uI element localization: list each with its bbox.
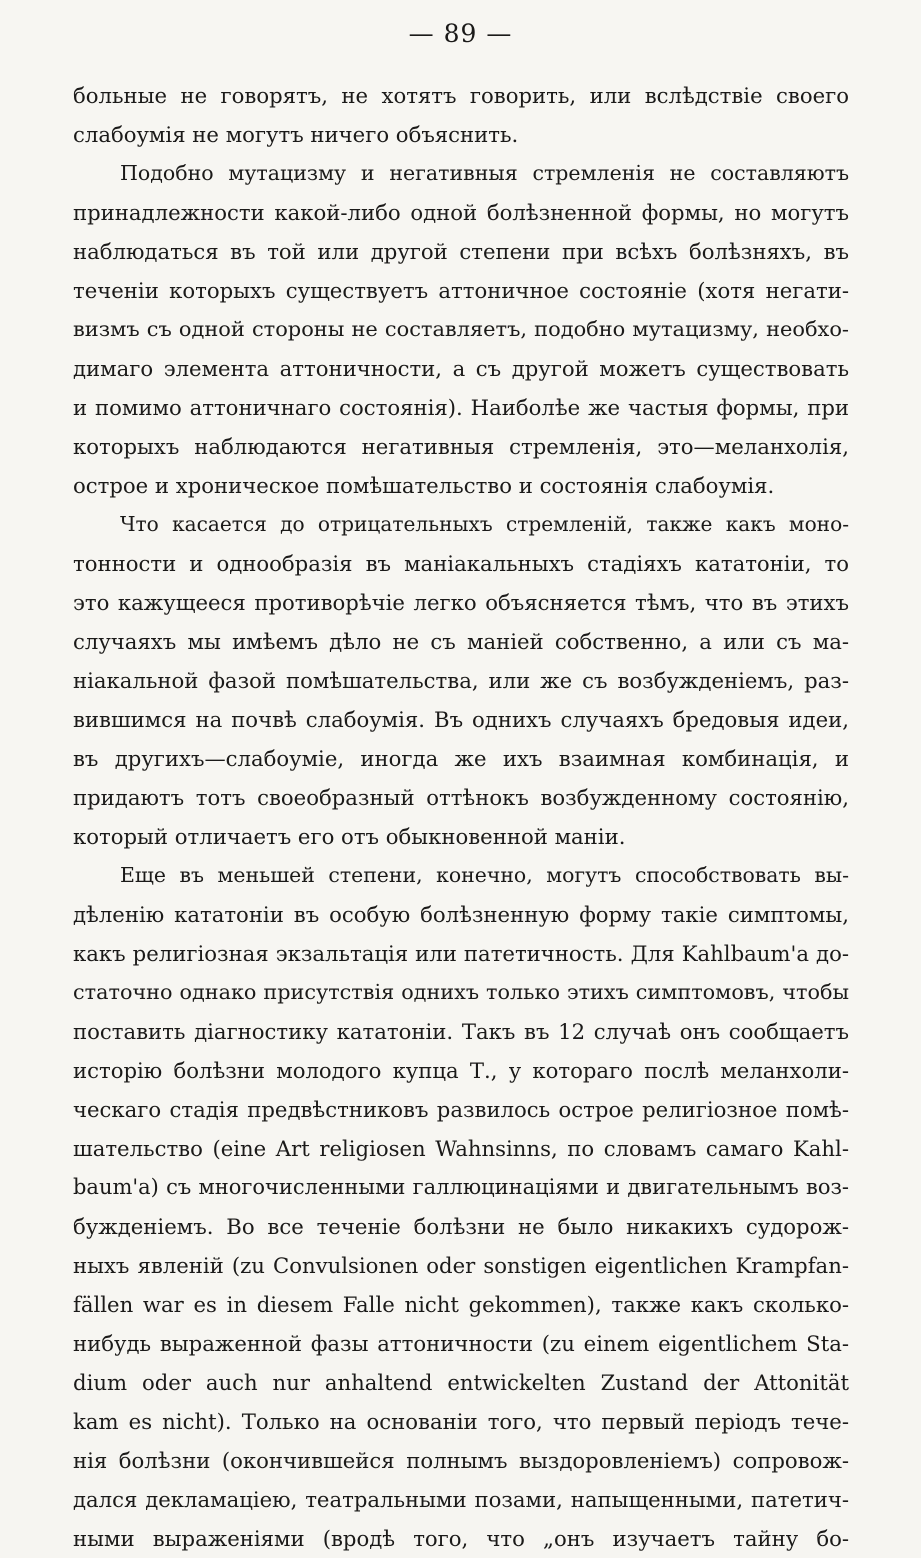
text-line: Подобно мутацизму и негативныя стремленія не составляютъ xyxy=(120,161,849,185)
text-line: въ другихъ—слабоуміе, иногда же ихъ взаимная комбинація, и xyxy=(73,746,849,771)
text-line: острое и хроническое помѣшательство и состоянія слабоумія. xyxy=(73,473,775,498)
text-line: Еще въ меньшей степени, конечно, могутъ способствовать вы- xyxy=(120,863,849,887)
text-line: принадлежности какой-либо одной болѣзненной формы, но могутъ xyxy=(73,200,849,225)
text-line: нія болѣзни (окончившейся полнымъ выздоровленіемъ) сопровож- xyxy=(73,1448,849,1473)
text-line: димаго элемента аттоничности, а съ другой можетъ существовать xyxy=(73,356,849,381)
text-line: ніакальной фазой помѣшательства, или же съ возбужденіемъ, раз- xyxy=(73,668,849,693)
text-line: поставить діагностику кататоніи. Такъ въ 12 случаѣ онъ сообщаетъ xyxy=(73,1019,849,1044)
text-line: ными выраженіями (вродѣ того, что „онъ изучаетъ тайну бо- xyxy=(73,1526,849,1551)
text-line: статочно однако присутствія однихъ только этихъ симптомовъ, чтобы xyxy=(73,980,849,1004)
text-line: это кажущееся противорѣчіе легко объясняется тѣмъ, что въ этихъ xyxy=(73,590,849,615)
text-line: наблюдаться въ той или другой степени при всѣхъ болѣзняхъ, въ xyxy=(73,239,849,264)
text-line: визмъ съ одной стороны не составляетъ, подобно мутацизму, необхо- xyxy=(73,317,849,341)
text-line: ныхъ явленій (zu Convulsionen oder sonstigen eigentlichen Krampfan- xyxy=(73,1253,849,1278)
text-line: который отличаетъ его отъ обыкновенной маніи. xyxy=(73,824,626,849)
text-line: которыхъ наблюдаются негативныя стремленія, это—меланхолія, xyxy=(73,434,849,459)
text-line: fällen war es in diesem Falle nicht gekommen), также какъ сколько- xyxy=(73,1292,849,1317)
text-line: больные не говорятъ, не хотятъ говорить, или вслѣдствіе своего xyxy=(73,83,849,108)
text-line: дался декламаціею, театральными позами, напыщенными, патетич- xyxy=(73,1487,849,1512)
body-text xyxy=(73,76,849,1558)
text-line: и помимо аттоничнаго состоянія). Наиболѣе же частыя формы, при xyxy=(73,395,849,420)
text-line: dium oder auch nur anhaltend entwickelten Zustand der Attonität xyxy=(73,1370,849,1395)
text-line: какъ религіозная экзальтація или патетичность. Для Kahlbaum'а до- xyxy=(73,941,849,966)
text-line: нибудь выраженной фазы аттоничности (zu einem eigentlichem Sta- xyxy=(73,1331,849,1356)
text-line: вившимся на почвѣ слабоумія. Въ однихъ случаяхъ бредовыя идеи, xyxy=(73,707,849,732)
text-line: Что касается до отрицательныхъ стремленій, также какъ моно- xyxy=(120,512,849,536)
text-line: исторію болѣзни молодого купца Т., у котораго послѣ меланхоли- xyxy=(73,1058,849,1083)
text-line: шательство (eine Art religiosen Wahnsinns, по словамъ самаго Kahl- xyxy=(73,1136,849,1161)
text-line: случаяхъ мы имѣемъ дѣло не съ маніей собственно, а или съ ма- xyxy=(73,629,849,654)
text-line: тонности и однообразія въ маніакальныхъ стадіяхъ кататоніи, то xyxy=(73,551,849,576)
text-line: дѣленію кататоніи въ особую болѣзненную форму такіе симптомы, xyxy=(73,902,849,927)
text-line: бужденіемъ. Во все теченіе болѣзни не было никакихъ судорож- xyxy=(73,1214,849,1239)
text-line: baum'а) съ многочисленными галлюцинаціями и двигательнымъ воз- xyxy=(73,1175,849,1199)
text-line: kam es nicht). Только на основаніи того, что первый періодъ тече- xyxy=(73,1409,849,1434)
text-line: ческаго стадія предвѣстниковъ развилось острое религіозное помѣ- xyxy=(73,1097,849,1122)
page-number: — 89 — xyxy=(408,19,513,48)
text-line: теченіи которыхъ существуетъ аттоничное состояніе (хотя негати- xyxy=(73,278,849,303)
text-line: придаютъ тотъ своеобразный оттѣнокъ возбужденному состоянію, xyxy=(73,785,849,810)
text-line: слабоумія не могутъ ничего объяснить. xyxy=(73,122,519,147)
